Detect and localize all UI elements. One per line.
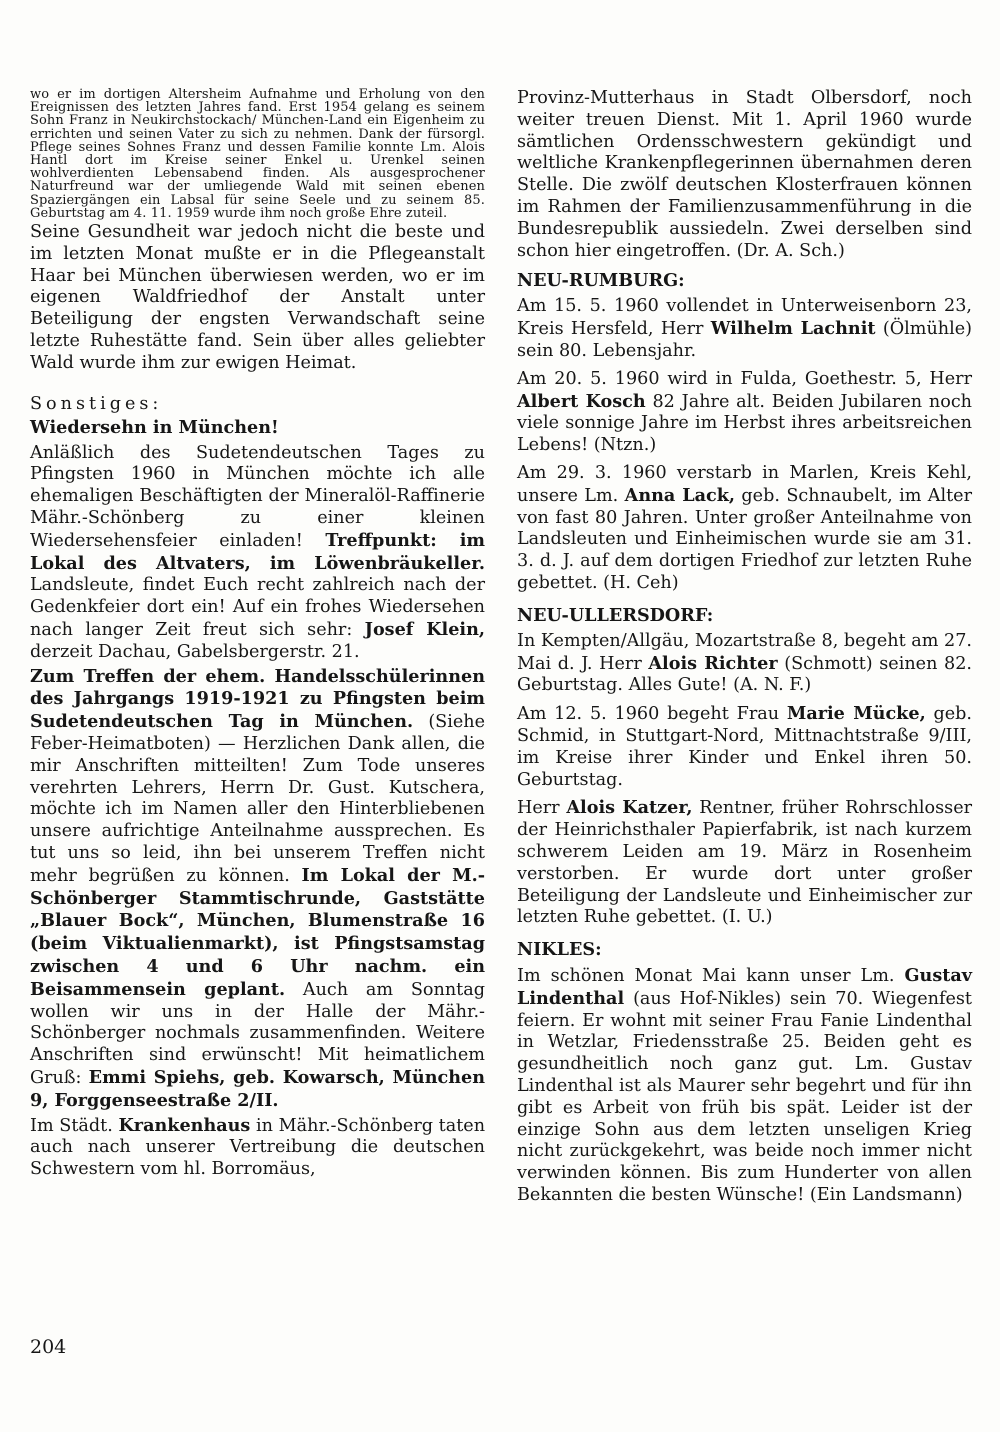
heading-wiedersehn: Wiedersehn in München! [30,416,279,438]
wiedersehn-paragraph [30,443,485,664]
author-emmi-spiehs: Emmi Spiehs, geb. Kowarsch, München 9, Forggenseestraße 2/II. [30,1066,486,1111]
name-marie-muecke: Marie Mücke, [786,703,926,725]
lachnit-text-2: (Ölmühle) sein 80. Lebensjahr. [517,319,973,361]
krankenhaus-bold: Krankenhaus [118,1114,251,1136]
katzer-text-2: Rentner, früher Rohrschlosser der Heinrichsthaler Papierfabrik, ist nach kurzem schwerem Leiden am 19. März in Rosenheim verstorben. Er wurde dort unter großer Beteiligung der Landsleute und Einheimischer zur letzten Ruhe gebettet. (I. U.) [517,798,973,928]
katzer-paragraph [517,797,972,929]
lindenthal-paragraph [517,965,972,1207]
name-alois-richter: Alois Richter [648,652,778,674]
krankenhaus-text: Im Städt. [30,1115,113,1136]
health-paragraph: Seine Gesundheit war jedoch nicht die beste und im letzten Monat mußte er in die Pflegeanstalt Haar bei München überwiesen werden, wo er im eigenen Waldfriedhof der Anstalt unter Beteiligung der engsten Verwandschaft seine letzte Ruhestätte fand. Sein über alles geliebter Wald wurde ihm zur ewigen Heimat. [30,222,485,373]
left-column [30,88,485,1181]
heading-nikles: NIKLES: [517,939,602,961]
muecke-paragraph [517,703,972,791]
page-number: 204 [30,1336,67,1358]
katzer-text: Herr [517,798,560,819]
muecke-text-2: geb. Schmid, in Stuttgart-Nord, Mittnachtstraße 9/III, im Kreise ihrer Kinder und Enkel ihren 50. Geburtstag. [517,704,973,790]
name-albert-kosch: Albert Kosch [517,390,646,412]
kosch-text-2: 82 Jahre alt. Beiden Jubilaren noch viele sonnige Jahre im Herbst ihres arbeitsreichen Lebens! (Ntzn.) [517,391,973,456]
heading-neu-rumburg: NEU-RUMBURG: [517,270,685,292]
author-josef-klein: Josef Klein, [364,618,485,640]
lachnit-paragraph [517,296,972,362]
section-heading-sonstiges: Sonstiges: [30,393,163,414]
intro-paragraph: wo er im dortigen Altersheim Aufnahme und Erholung von den Ereignissen des letzten Jahres fand. Erst 1954 gelang es seinem Sohn Franz in Neukirchstockach/ München-Land ein Eigenheim zu errichten und seinen Vater zu sich zu nehmen. Dank der fürsorgl. Pflege seines Sohnes Franz und dessen Familie konnte Lm. Alois Hantl dort im Kreise seiner Enkel u. Urenkel seinen wohlverdienten Lebensabend finden. Als ausgesprochener Naturfreund war der umliegende Wald mit seinen ebenen Spaziergängen ein Labsal für seine Seele und zu seinem 85. Geburtstag am 4. 11. 1959 wurde ihm noch große Ehre zuteil. [30,87,485,221]
wiedersehn-text-2: Landsleute, findet Euch recht zahlreich nach der Gedenkfeier dort ein! Auf ein frohes Wiedersehen nach langer Zeit freut sich sehr: [30,575,485,640]
heading-neu-ullersdorf: NEU-ULLERSDORF: [517,604,714,626]
richter-text: In Kempten/Allgäu, Mozartstraße 8, begeht am 27. Mai d. J. Herr [517,630,972,674]
lack-text: Am 29. 3. 1960 verstarb in Marlen, Kreis Kehl, unsere Lm. [517,462,972,506]
name-wilhelm-lachnit: Wilhelm Lachnit [710,318,876,340]
richter-paragraph [517,631,972,697]
wiedersehn-address: derzeit Dachau, Gabelsbergerstr. 21. [30,641,360,662]
lindenthal-text: Im schönen Monat Mai kann unser Lm. [517,966,895,987]
wiedersehn-text: Anläßlich des Sudetendeutschen Tages zu Pfingsten 1960 in München möchte ich alle ehemaligen Beschäftigten der Mineralöl-Raffinerie Mähr.-Schönberg zu einer kleinen Wiedersehensfeier einladen! [30,442,485,551]
muecke-text: Am 12. 5. 1960 begeht Frau [517,704,780,725]
mutterhaus-paragraph: Provinz-Mutterhaus in Stadt Olbersdorf, noch weiter treuen Dienst. Mit 1. April 1960 wurde sämtlichen Ordensschwestern gekündigt und weltliche Krankenpflegerinnen übernahmen deren Stelle. Die zwölf deutschen Klosterfrauen können im Rahmen der Familienzusammenführung in die Bundesrepublik aussiedeln. Zwei derselben sind schon hier eingetroffen. (Dr. A. Sch.) [517,88,972,261]
krankenhaus-text-2: in Mähr.-Schönberg taten auch nach unserer Vertreibung die deutschen Schwestern vom hl. Borromäus, [30,1115,486,1180]
treffen-heading: Zum Treffen der ehem. Handelsschülerinnen des Jahrgangs 1919-1921 zu Pfingsten beim Sudetendeutschen Tag in München. [30,665,485,733]
treffen-text: (Siehe Feber-Heimatboten) — Herzlichen Dank allen, die mir Anschriften mitteilten! Zum Tode unseres verehrten Lehrers, Herrn Dr. Gust. Kutschera, möchte ich im Namen aller den Hinterbliebenen unsere aufrichtige Anteilnahme aussprechen. Es tut uns so leid, ihn bei unserem Treffen nicht mehr begrüßen zu können. [30,712,486,886]
kosch-paragraph [517,369,972,457]
treffpunkt-text: Treffpunkt: im Lokal des Altvaters, im Löwenbräukeller. [30,529,486,574]
lachnit-text: Am 15. 5. 1960 vollendet in Unterweisenborn 23, Kreis Hersfeld, Herr [517,296,972,340]
name-anna-lack: Anna Lack, [624,484,736,506]
name-alois-katzer: Alois Katzer, [566,797,693,819]
lindenthal-text-2: (aus Hof-Nikles) sein 70. Wiegenfest feiern. Er wohnt mit seiner Frau Fanie Lindenthal in Wetzlar, Friedensstraße 25. Beiden geht es gesundheitlich noch ganz gut. Lm. Gustav Lindenthal ist als Maurer sehr begehrt und für ihn gibt es Arbeit von früh bis spät. Leider ist der einzige Sohn aus dem letzten unseligen Krieg nicht zurückgekehrt, was beide noch immer nicht verwinden können. Bis zum Hunderter von allen Bekannten die besten Wünsche! (Ein Landsmann) [517,988,973,1206]
richter-text-2: (Schmott) seinen 82. Geburtstag. Alles Gute! (A. N. F.) [517,653,973,696]
krankenhaus-paragraph [30,1115,485,1181]
kosch-text: Am 20. 5. 1960 wird in Fulda, Goethestr. 5, Herr [517,368,972,389]
treffen-location: Im Lokal der M.-Schönberger Stammtischrunde, Gaststätte „Blauer Bock“, München, Blumenstraße 16 (beim Viktualienmarkt), ist Pfingstsamstag zwischen 4 und 6 Uhr nachm. ein Beisammensein geplant. [30,864,486,1000]
lack-text-2: geb. Schnaubelt, im Alter von fast 80 Jahren. Unter großer Anteilnahme von Landsleuten und Einheimischen wurde sie am 31. 3. d. J. auf dem dortigen Friedhof zur letzten Ruhe gebettet. (H. Ceh) [517,485,973,593]
treffen-text-2: Auch am Sonntag wollen wir uns in der Halle der Mähr.-Schönberger nochmals zusammenfinden. Weitere Anschriften sind erwünscht! Mit heimatlichem Gruß: [30,979,485,1088]
lack-paragraph [517,463,972,595]
right-column [517,88,972,1207]
name-gustav-lindenthal: Gustav Lindenthal [517,965,972,1009]
treffen-paragraph [30,666,485,1113]
